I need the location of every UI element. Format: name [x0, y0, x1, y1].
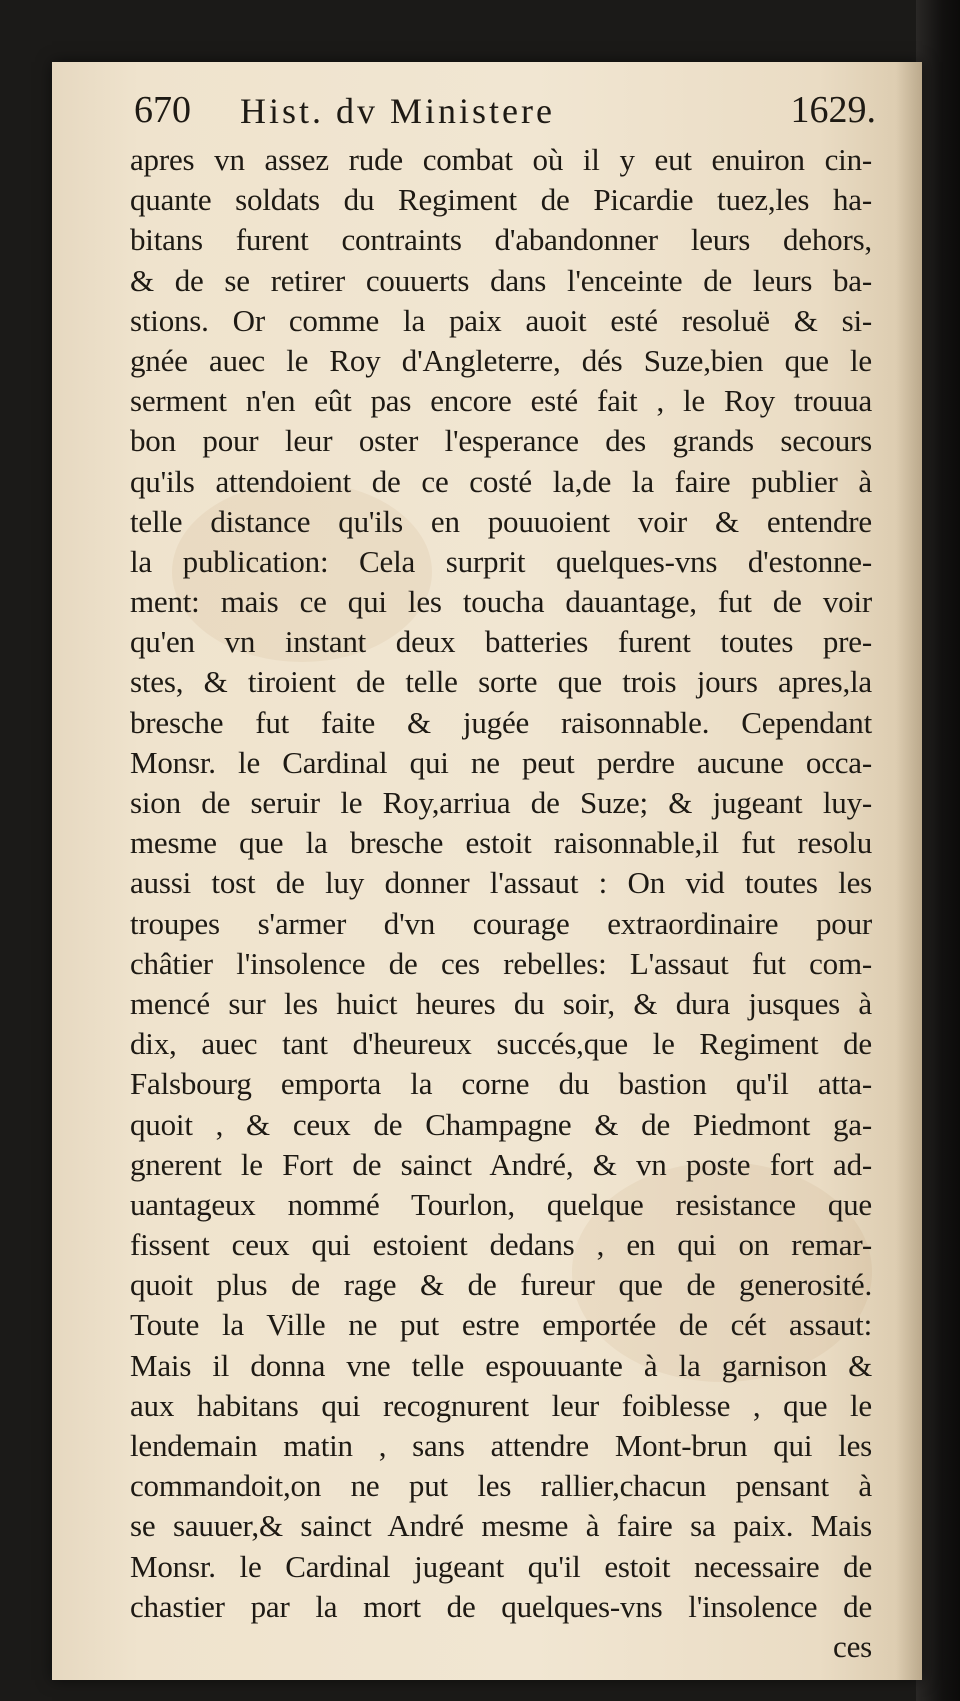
text-line: commandoit,on ne put les rallier,chacun pensant à: [130, 1468, 872, 1504]
text-line: bresche fut faite & jugée raisonnable. Cependant: [130, 704, 872, 740]
book-cover-edge: [916, 0, 960, 1701]
text-line: qu'en vn instant deux batteries furent toutes pre-: [130, 624, 872, 660]
text-line: qu'ils attendoient de ce costé la,de la faire publier à: [130, 463, 872, 499]
header-year: 1629.: [790, 89, 876, 131]
text-line: & de se retirer couuerts dans l'enceinte de leurs ba-: [130, 262, 872, 298]
text-line: serment n'en eût pas encore esté fait , le Roy trouua: [130, 383, 872, 419]
text-line: stes, & tiroient de telle sorte que trois jours apres,la: [130, 664, 872, 700]
text-line: troupes s'armer d'vn courage extraordinaire pour: [130, 905, 872, 941]
text-line: Monsr. le Cardinal qui ne peut perdre aucune occa-: [130, 744, 872, 780]
text-line: bon pour leur oster l'esperance des grands secours: [130, 423, 872, 459]
page-header: [134, 88, 876, 136]
text-line: bitans furent contraints d'abandonner leurs dehors,: [130, 222, 872, 258]
text-line: stions. Or comme la paix auoit esté resoluë & si-: [130, 302, 872, 338]
text-line: telle distance qu'ils en pouuoient voir & entendre: [130, 503, 872, 539]
text-line: châtier l'insolence de ces rebelles: L'assaut fut com-: [130, 945, 872, 981]
text-line: uantageux nommé Tourlon, quelque resistance que: [130, 1186, 872, 1222]
text-line: gnée auec le Roy d'Angleterre, dés Suze,bien que le: [130, 342, 872, 378]
text-line: lendemain matin , sans attendre Mont-brun qui les: [130, 1428, 872, 1463]
text-line: aux habitans qui recognurent leur foiblesse , que le: [130, 1387, 872, 1423]
running-title: Hist. dv Ministere: [240, 91, 555, 131]
text-line: fissent ceux qui estoient dedans , en qui on remar-: [130, 1227, 872, 1263]
text-line: la publication: Cela surprit quelques-vns d'estonne-: [130, 543, 872, 579]
page-gutter-shadow: [896, 62, 922, 1680]
text-line: Toute la Ville ne put estre emportée de cét assaut:: [130, 1307, 872, 1343]
text-line: quoit plus de rage & de fureur que de generosité.: [130, 1267, 872, 1303]
text-line: se sauuer,& sainct André mesme à faire sa paix. Mais: [130, 1508, 872, 1544]
text-line: ces: [833, 1628, 872, 1664]
text-line: mesme que la bresche estoit raisonnable,il fut resolu: [130, 825, 872, 861]
text-line: gnerent le Fort de sainct André, & vn poste fort ad-: [130, 1146, 872, 1182]
text-line: apres vn assez rude combat où il y eut enuiron cin-: [130, 142, 872, 177]
text-line: Mais il donna vne telle espouuante à la garnison &: [130, 1347, 872, 1383]
text-line: ment: mais ce qui les toucha dauantage, fut de voir: [130, 584, 872, 620]
page-number: 670: [134, 89, 191, 131]
text-line: quoit , & ceux de Champagne & de Piedmont ga-: [130, 1106, 872, 1142]
body-text: [130, 140, 872, 1667]
text-line: mencé sur les huict heures du soir, & dura jusques à: [130, 985, 872, 1021]
text-line: Falsbourg emporta la corne du bastion qu'il atta-: [130, 1066, 872, 1102]
text-line: aussi tost de luy donner l'assaut : On vid toutes les: [130, 865, 872, 901]
text-line: quante soldats du Regiment de Picardie tuez,les ha-: [130, 182, 872, 218]
text-line: dix, auec tant d'heureux succés,que le Regiment de: [130, 1026, 872, 1062]
text-line: Monsr. le Cardinal jugeant qu'il estoit necessaire de: [130, 1548, 872, 1584]
text-line: chastier par la mort de quelques-vns l'insolence de: [130, 1588, 872, 1624]
text-line: sion de seruir le Roy,arriua de Suze; & jugeant luy-: [130, 785, 872, 820]
book-page: [52, 62, 922, 1680]
